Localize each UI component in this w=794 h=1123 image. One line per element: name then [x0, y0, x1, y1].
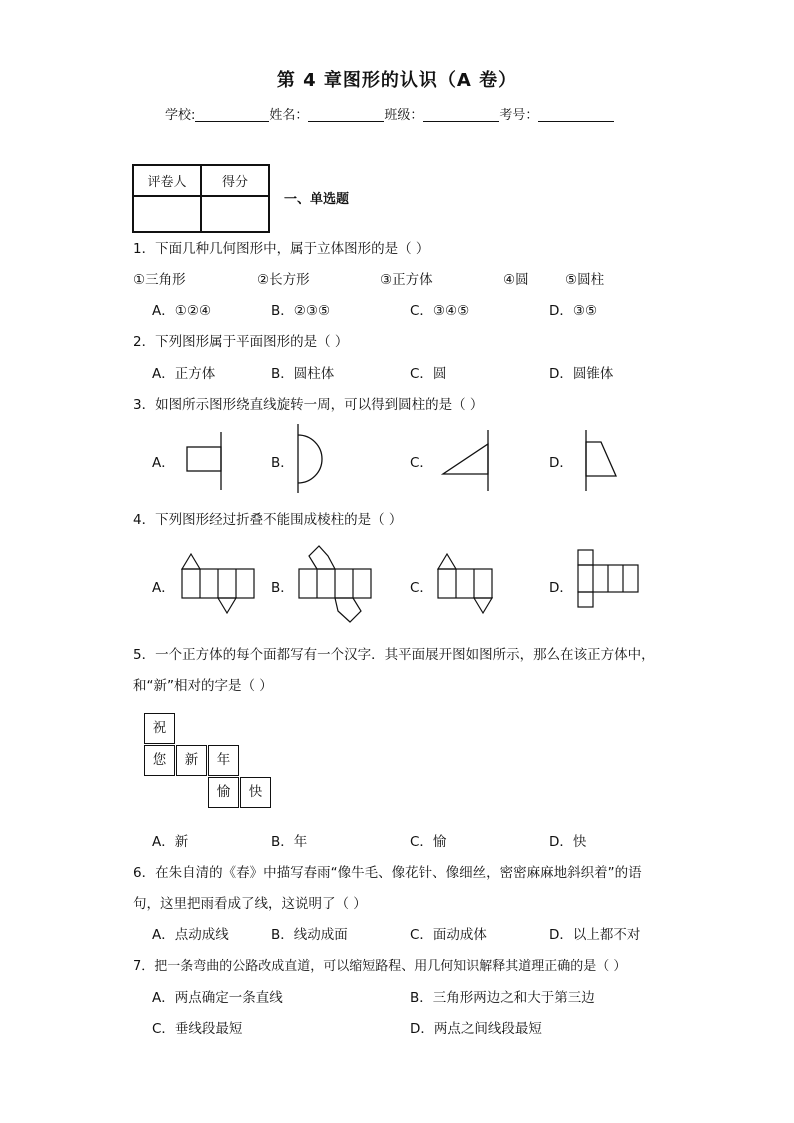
q6-option-c[interactable]: C．面动成体	[410, 927, 487, 943]
q1-option-a[interactable]: A．①②④	[152, 303, 212, 319]
q7-stem: 7．把一条弯曲的公路改成直道，可以缩短路程、用几何知识解释其道理正确的是（ ）	[133, 959, 627, 974]
net-cell: 您	[144, 745, 175, 776]
exam-no-label: 考号：	[499, 108, 539, 123]
q3-label-a[interactable]: A．	[152, 455, 175, 471]
q1-item: ③正方体	[380, 272, 433, 288]
q7-option-d[interactable]: D．两点之间线段最短	[410, 1021, 542, 1037]
name-label: 姓名：	[269, 108, 309, 123]
q2-option-b[interactable]: B．圆柱体	[271, 366, 335, 382]
q7-option-b[interactable]: B．三角形两边之和大于第三边	[410, 990, 595, 1006]
q4-label-b[interactable]: B．	[271, 580, 294, 596]
net-cell: 年	[208, 745, 239, 776]
q6-stem-line1: 6．在朱自清的《春》中描写春雨“像牛毛、像花针、像细丝，密密麻麻地斜织着”的语	[133, 865, 642, 881]
q6-stem-line2: 句，这里把雨看成了线，这说明了（ ）	[133, 896, 367, 912]
score-header: 得分	[201, 165, 269, 196]
q5-option-a[interactable]: A．新	[152, 834, 189, 850]
school-label: 学校:	[165, 108, 196, 123]
class-label: 班级：	[384, 108, 424, 123]
q7-option-c[interactable]: C．垂线段最短	[152, 1021, 243, 1037]
q2-option-a[interactable]: A．正方体	[152, 366, 216, 382]
net-cell: 愉	[208, 777, 239, 808]
q5-option-d[interactable]: D．快	[549, 834, 587, 850]
q5-stem-line1: 5．一个正方体的每个面都写有一个汉字．其平面展开图如图所示，那么在该正方体中，	[133, 647, 655, 663]
q4-net-b	[299, 546, 371, 622]
net-cell: 祝	[144, 713, 175, 744]
q4-net-d	[578, 550, 638, 607]
q4-label-c[interactable]: C．	[410, 580, 433, 596]
q3-label-c[interactable]: C．	[410, 455, 433, 471]
q1-option-d[interactable]: D．③⑤	[549, 303, 598, 319]
net-cell: 快	[240, 777, 271, 808]
page-title: 第 4 章图形的认识（A 卷）	[276, 70, 518, 91]
q5-option-b[interactable]: B．年	[271, 834, 308, 850]
q2-option-c[interactable]: C．圆	[410, 366, 447, 382]
q3-stem: 3．如图所示图形绕直线旋转一周，可以得到圆柱的是（ ）	[133, 397, 484, 413]
q6-option-a[interactable]: A．点动成线	[152, 927, 229, 943]
q4-net-a	[182, 554, 254, 613]
q4-net-c	[438, 554, 492, 613]
q6-option-d[interactable]: D．以上都不对	[549, 927, 641, 943]
section-title: 一、单选题	[284, 192, 350, 207]
q1-item: ④圆	[503, 272, 529, 288]
q3-label-d[interactable]: D．	[549, 455, 573, 471]
q4-label-a[interactable]: A．	[152, 580, 175, 596]
q5-stem-line2: 和“新”相对的字是（ ）	[133, 678, 273, 694]
q2-stem: 2．下列图形属于平面图形的是（ ）	[133, 334, 349, 350]
q7-option-a[interactable]: A．两点确定一条直线	[152, 990, 283, 1006]
q1-item: ②长方形	[257, 272, 310, 288]
q5-option-c[interactable]: C．愉	[410, 834, 447, 850]
q1-option-b[interactable]: B．②③⑤	[271, 303, 331, 319]
q1-option-c[interactable]: C．③④⑤	[410, 303, 470, 319]
q4-label-d[interactable]: D．	[549, 580, 573, 596]
q1-item: ①三角形	[133, 272, 186, 288]
q3-label-b[interactable]: B．	[271, 455, 294, 471]
reviewer-header: 评卷人	[133, 165, 201, 196]
q2-option-d[interactable]: D．圆锥体	[549, 366, 614, 382]
q4-stem: 4．下列图形经过折叠不能围成棱柱的是（ ）	[133, 512, 403, 528]
q1-item: ⑤圆柱	[565, 272, 605, 288]
q1-stem: 1．下面几种几何图形中，属于立体图形的是（ ）	[133, 241, 430, 257]
q6-option-b[interactable]: B．线动成面	[271, 927, 348, 943]
net-cell: 新	[176, 745, 207, 776]
